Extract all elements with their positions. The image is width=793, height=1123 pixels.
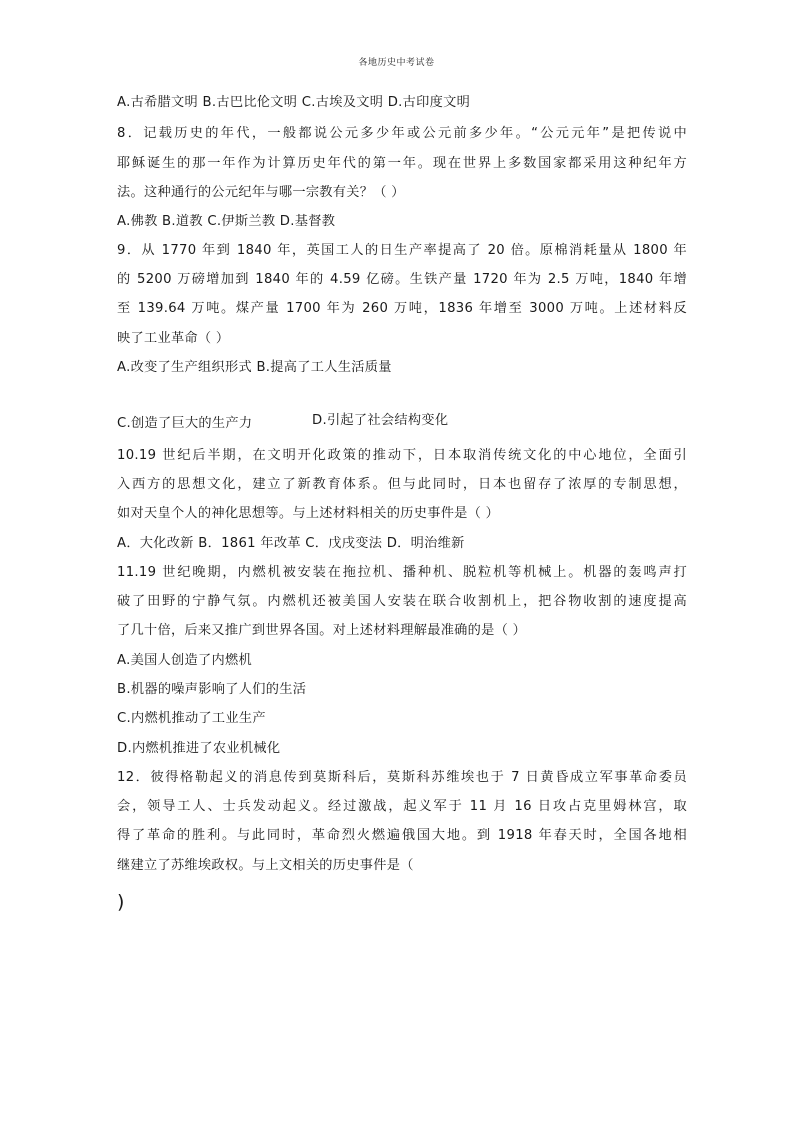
q10-text-line-2: 入西方的思想文化，建立了新教育体系。但与此同时，日本也留存了浓厚的专制思想，	[117, 477, 687, 492]
q8-text-line-3: 法。这种通行的公元纪年与哪一宗教有关？（ ）	[117, 185, 405, 200]
q9-option-d: D.引起了社会结构变化	[312, 413, 449, 428]
q8-text-line-1: 8．记载历史的年代，一般都说公元多少年或公元前多少年。“公元元年”是把传说中	[117, 126, 687, 141]
q11-text-line-3: 了几十倍，后来又推广到世界各国。对上述材料理解最准确的是（ ）	[117, 623, 527, 638]
q8-text-line-2: 耶稣诞生的那一年作为计算历史年代的第一年。现在世界上多数国家都采用这种纪年方	[117, 156, 687, 171]
q11-option-d: D.内燃机推进了农业机械化	[117, 741, 281, 756]
page-header-title: 各地历史中考试卷	[358, 58, 435, 68]
q11-text-line-1: 11.19 世纪晚期，内燃机被安装在拖拉机、播种机、脱粒机等机械上。机器的轰鸣声打	[117, 565, 687, 580]
q11-option-a: A.美国人创造了内燃机	[117, 653, 252, 668]
q10-text-line-1: 10.19 世纪后半期，在文明开化政策的推动下，日本取消传统文化的中心地位，全面引	[117, 448, 687, 463]
q8-options: A.佛教 B.道教 C.伊斯兰教 D.基督教	[117, 214, 336, 229]
q10-options: A．大化改新 B．1861 年改革 C．戊戌变法 D．明治维新	[117, 536, 465, 551]
q7-options: A.古希腊文明 B.古巴比伦文明 C.古埃及文明 D.古印度文明	[117, 95, 471, 110]
q10-text-line-3: 如对天皇个人的神化思想等。与上述材料相关的历史事件是（ ）	[117, 506, 500, 521]
q12-text-line-4: 继建立了苏维埃政权。与上文相关的历史事件是（	[117, 858, 414, 873]
q9-text-line-3: 至 139.64 万吨。煤产量 1700 年为 260 万吨，1836 年增至 3000 万吨。上述材料反	[117, 301, 687, 316]
q9-options-ab: A.改变了生产组织形式 B.提高了工人生活质量	[117, 360, 392, 375]
q11-option-b: B.机器的噪声影响了人们的生活	[117, 682, 307, 697]
q12-text-line-2: 会，领导工人、士兵发动起义。经过激战，起义军于 11 月 16 日攻占克里姆林宫，取	[117, 799, 687, 814]
q12-text-line-1: 12．彼得格勒起义的消息传到莫斯科后，莫斯科苏维埃也于 7 日黄昏成立军事革命委员	[117, 770, 687, 785]
q9-text-line-2: 的 5200 万磅增加到 1840 年的 4.59 亿磅。生铁产量 1720 年为 2.5 万吨，1840 年增	[117, 272, 687, 287]
q9-text-line-4: 映了工业革命（ ）	[117, 331, 230, 346]
q11-text-line-2: 破了田野的宁静气氛。内燃机还被美国人安装在联合收割机上，把谷物收割的速度提高	[117, 594, 687, 609]
q12-text-line-3: 得了革命的胜利。与此同时，革命烈火燃遍俄国大地。到 1918 年春天时，全国各地相	[117, 828, 687, 843]
q11-option-c: C.内燃机推动了工业生产	[117, 711, 266, 726]
q9-option-c: C.创造了巨大的生产力	[117, 416, 253, 431]
q12-closing-bracket: )	[117, 891, 125, 913]
q9-text-line-1: 9．从 1770 年到 1840 年，英国工人的日生产率提高了 20 倍。原棉消耗量从 1800 年	[117, 243, 687, 258]
